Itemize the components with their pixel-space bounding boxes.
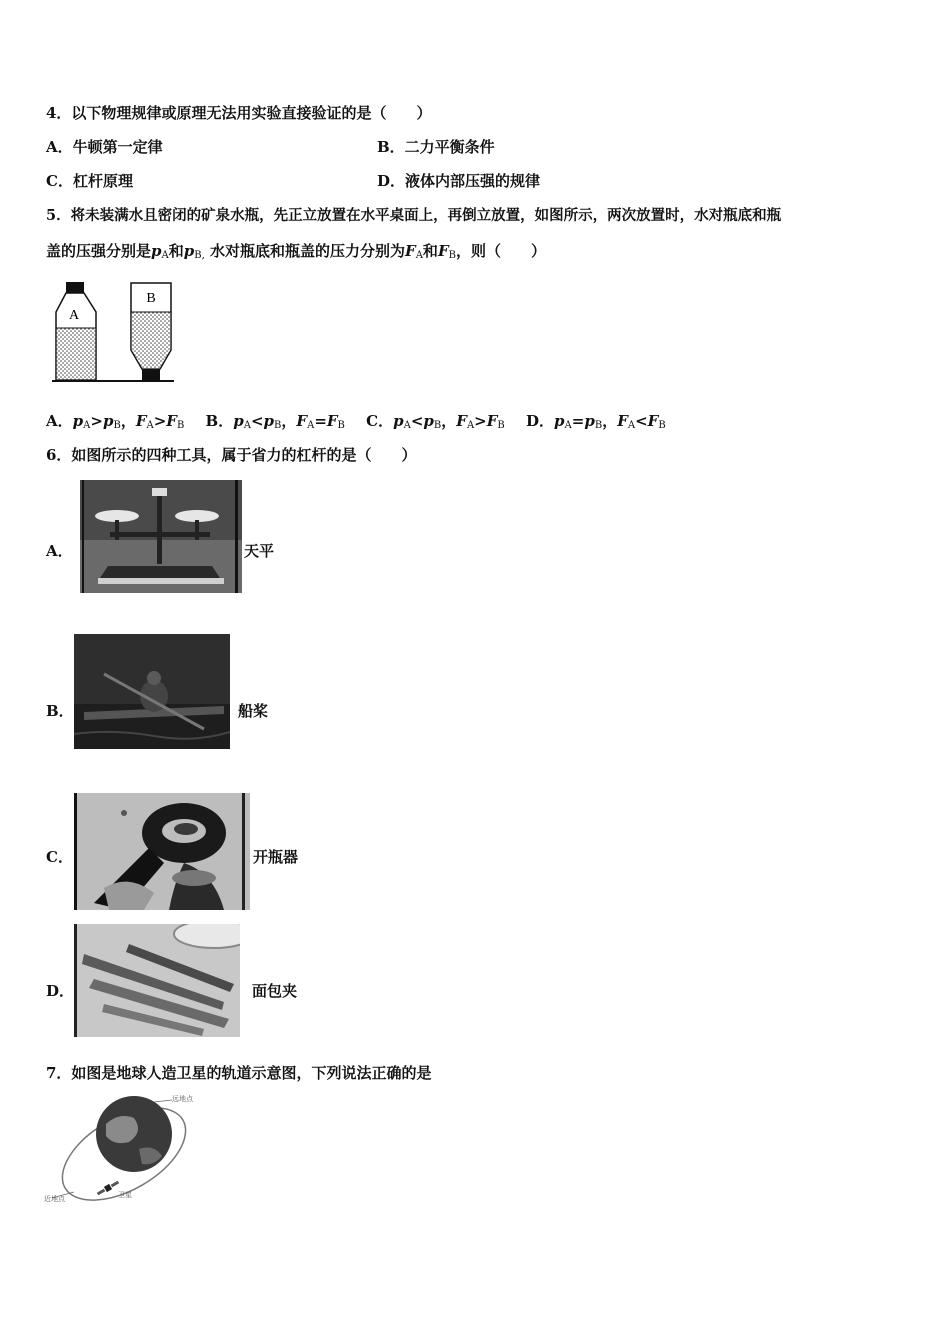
bread-tongs-photo: [74, 924, 240, 1037]
q5-stem-line1: 5．将未装满水且密闭的矿泉水瓶，先正立放置在水平桌面上，再倒立放置，如图所示，两次放置时，水对瓶底和瓶: [46, 207, 782, 224]
q6-option-b-letter: B．: [46, 702, 74, 720]
q6-option-d-name: 面包夹: [252, 982, 298, 1000]
q6-option-c-letter: C．: [46, 848, 73, 866]
q4-option-d: D．液体内部压强的规律: [377, 172, 541, 190]
oar-photo: [74, 634, 230, 749]
bottle-a: [56, 282, 96, 380]
bottle-a-label: A: [68, 308, 80, 323]
perigee-label: 近地点: [44, 1195, 65, 1203]
q6-option-b-name: 船桨: [238, 702, 269, 720]
satellite-orbit-figure: [44, 1094, 194, 1206]
bottle-b-label: B: [146, 291, 156, 306]
satellite-icon: [96, 1179, 120, 1196]
apogee-label: 远地点: [172, 1095, 193, 1103]
q5-stem-line2: 盖的压强分别是$p_A$和$p_{B,}$ 水对瓶底和瓶盖的压力分别为$F_A$和$F_B$，则（ ）: [46, 242, 546, 261]
q6-option-d-letter: D．: [46, 982, 75, 1000]
bottles-figure: [48, 280, 178, 388]
q4-option-a: A．牛顿第一定律: [46, 138, 163, 156]
q7-stem: 7．如图是地球人造卫星的轨道示意图，下列说法正确的是: [46, 1064, 432, 1082]
q4-option-b: B．二力平衡条件: [377, 138, 495, 156]
q5-options: A．$p_A>p_B$，$F_A>F_B$ B．$p_A<p_B$，$F_A=F_B$ C．$p_A<p_B$，$F_A>F_B$ D．$p_A=p_B$，$F_A<F_B$: [46, 412, 666, 431]
q6-option-a-name: 天平: [244, 542, 275, 560]
q4-stem: 4．以下物理规律或原理无法用实验直接验证的是（ ）: [46, 104, 432, 122]
q6-option-a-letter: A．: [46, 542, 73, 560]
satellite-label: 卫星: [118, 1191, 132, 1199]
q6-stem: 6．如图所示的四种工具，属于省力的杠杆的是（ ）: [46, 446, 417, 464]
bottle-opener-photo: [74, 793, 250, 910]
q4-option-c: C．杠杆原理: [46, 172, 133, 190]
balance-photo: [80, 480, 242, 593]
q6-option-c-name: 开瓶器: [253, 848, 299, 866]
